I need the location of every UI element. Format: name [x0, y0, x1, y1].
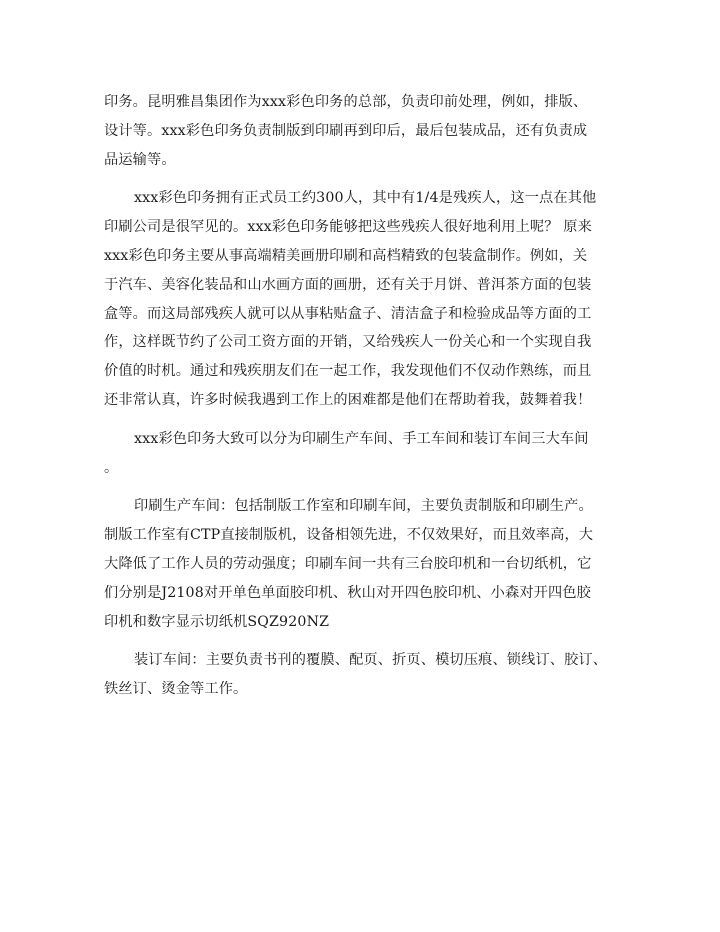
text-line: 于汽车、美容化装品和山水画方面的画册，还有关于月饼、普洱茶方面的包装	[104, 276, 592, 293]
paragraph	[104, 88, 624, 174]
paragraph-spacing	[104, 482, 624, 492]
text-line: 印务。昆明雅昌集团作为xxx彩色印务的总部，负责印前处理，例如，排版、	[104, 94, 588, 110]
text-line: xxx彩色印务主要从事高端精美画册印刷和高档精致的包装盒制作。例如，关	[104, 247, 588, 264]
text-line: 们分别是J2108对开单色单面胶印机、秋山对开四色胶印机、小森对开四色胶	[104, 584, 592, 601]
text-line: xxx彩色印务大致可以分为印刷生产车间、手工车间和装订车间三大车间	[134, 430, 589, 447]
text-line: xxx彩色印务拥有正式员工约300人，其中有1/4是残疾人，这一点在其他	[134, 190, 597, 207]
text-line: 盒等。而这局部残疾人就可以从事粘贴盒子、清洁盒子和检验成品等方面的工	[104, 305, 592, 322]
paragraph	[104, 492, 624, 636]
text-line: 价值的时机。通过和残疾朋友们在一起工作，我发现他们不仅动作熟练，而且	[104, 363, 592, 380]
text-line: 还非常认真，许多时候我遇到工作上的困难都是他们在帮助着我，鼓舞着我！	[104, 391, 592, 408]
text-line: 铁丝订、烫金等工作。	[104, 681, 248, 698]
paragraph	[104, 646, 624, 704]
paragraph-spacing	[104, 174, 624, 184]
text-line: 印刷公司是很罕见的。xxx彩色印务能够把这些残疾人很好地利用上呢？ 原来	[104, 219, 592, 236]
text-line: 装订车间：主要负责书刊的覆膜、配页、折页、模切压痕、锁线订、胶订、	[134, 652, 608, 669]
paragraph-spacing	[104, 415, 624, 425]
paragraph	[104, 184, 624, 414]
text-line: 制版工作室有CTP直接制版机，设备相领先进，不仅效果好，而且效率高，大	[104, 527, 594, 544]
text-line: 品运输等。	[104, 151, 176, 168]
text-line: 作，这样既节约了公司工资方面的开销，又给残疾人一份关心和一个实现自我	[104, 334, 592, 351]
document-body	[104, 88, 624, 704]
text-line: 印刷生产车间：包括制版工作室和印刷车间，主要负责制版和印刷生产。	[134, 498, 593, 515]
text-line: 大降低了工作人员的劳动强度；印刷车间一共有三台胶印机和一台切纸机，它	[104, 555, 592, 572]
paragraph	[104, 425, 624, 483]
paragraph-spacing	[104, 636, 624, 646]
text-line: 设计等。xxx彩色印务负责制版到印刷再到印后，最后包装成品，还有负责成	[104, 122, 588, 139]
text-line: 。	[104, 459, 119, 476]
text-line: 印机和数字显示切纸机SQZ920NZ	[104, 613, 330, 630]
